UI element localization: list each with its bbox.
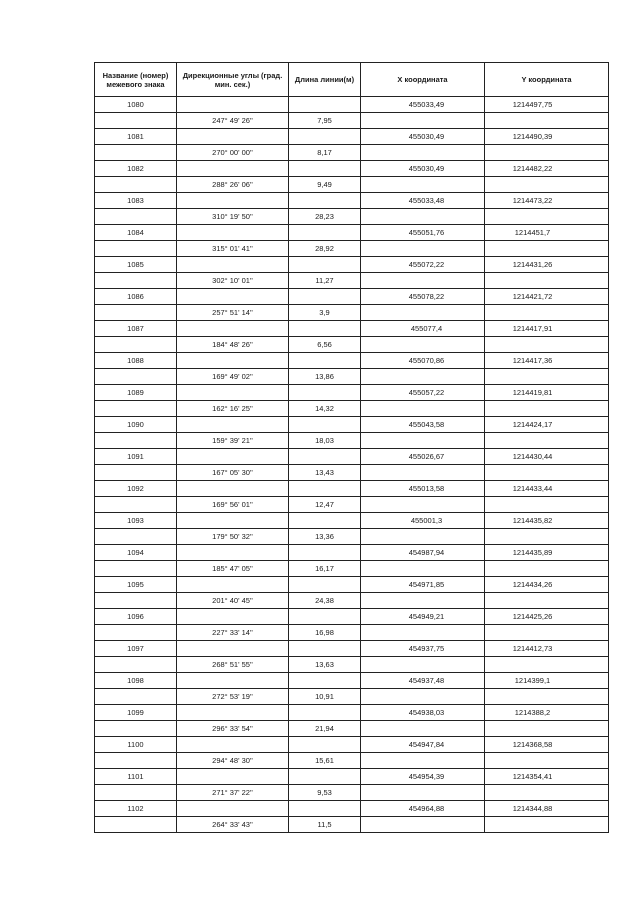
point-row <box>95 417 609 433</box>
angle-cell-empty <box>177 321 289 337</box>
length-cell-empty <box>289 289 361 305</box>
y-cell-empty <box>485 721 609 737</box>
segment-row <box>95 337 609 353</box>
y-coordinate: 1214424,17 <box>485 417 609 433</box>
header-length: Длина линии(м) <box>289 63 361 97</box>
segment-row <box>95 177 609 193</box>
x-cell-empty <box>361 689 485 705</box>
name-cell-empty <box>95 369 177 385</box>
y-cell-empty <box>485 113 609 129</box>
angle-cell-empty <box>177 545 289 561</box>
segment-row <box>95 465 609 481</box>
x-coordinate: 454947,84 <box>361 737 485 753</box>
name-cell-empty <box>95 177 177 193</box>
angle-cell-empty <box>177 257 289 273</box>
directional-angle: 179° 50' 32'' <box>177 529 289 545</box>
y-coordinate: 1214434,26 <box>485 577 609 593</box>
segment-row <box>95 625 609 641</box>
x-coordinate: 455043,58 <box>361 417 485 433</box>
line-length: 9,49 <box>289 177 361 193</box>
angle-cell-empty <box>177 609 289 625</box>
directional-angle: 167° 05' 30'' <box>177 465 289 481</box>
line-length: 18,03 <box>289 433 361 449</box>
x-cell-empty <box>361 497 485 513</box>
point-name: 1088 <box>95 353 177 369</box>
y-coordinate: 1214451,7 <box>485 225 609 241</box>
line-length: 13,63 <box>289 657 361 673</box>
segment-row <box>95 529 609 545</box>
x-coordinate: 455033,49 <box>361 97 485 113</box>
x-coordinate: 455078,22 <box>361 289 485 305</box>
point-name: 1081 <box>95 129 177 145</box>
line-length: 28,23 <box>289 209 361 225</box>
length-cell-empty <box>289 385 361 401</box>
point-row <box>95 513 609 529</box>
y-cell-empty <box>485 337 609 353</box>
line-length: 21,94 <box>289 721 361 737</box>
y-cell-empty <box>485 817 609 833</box>
x-cell-empty <box>361 625 485 641</box>
point-name: 1083 <box>95 193 177 209</box>
name-cell-empty <box>95 561 177 577</box>
directional-angle: 302° 10' 01'' <box>177 273 289 289</box>
point-row <box>95 545 609 561</box>
line-length: 28,92 <box>289 241 361 257</box>
point-name: 1100 <box>95 737 177 753</box>
length-cell-empty <box>289 705 361 721</box>
x-cell-empty <box>361 593 485 609</box>
segment-row <box>95 433 609 449</box>
point-row <box>95 801 609 817</box>
name-cell-empty <box>95 497 177 513</box>
line-length: 16,17 <box>289 561 361 577</box>
x-cell-empty <box>361 369 485 385</box>
y-cell-empty <box>485 657 609 673</box>
point-row <box>95 673 609 689</box>
y-cell-empty <box>485 305 609 321</box>
x-cell-empty <box>361 337 485 353</box>
x-coordinate: 455030,49 <box>361 129 485 145</box>
name-cell-empty <box>95 209 177 225</box>
y-cell-empty <box>485 145 609 161</box>
x-coordinate: 454949,21 <box>361 609 485 625</box>
x-cell-empty <box>361 273 485 289</box>
angle-cell-empty <box>177 129 289 145</box>
name-cell-empty <box>95 305 177 321</box>
header-x: X координата <box>361 63 485 97</box>
x-cell-empty <box>361 113 485 129</box>
length-cell-empty <box>289 801 361 817</box>
segment-row <box>95 497 609 513</box>
y-cell-empty <box>485 497 609 513</box>
directional-angle: 264° 33' 43'' <box>177 817 289 833</box>
line-length: 13,43 <box>289 465 361 481</box>
y-cell-empty <box>485 209 609 225</box>
x-coordinate: 454937,48 <box>361 673 485 689</box>
name-cell-empty <box>95 273 177 289</box>
header-name: Название (номер) межевого знака <box>95 63 177 97</box>
name-cell-empty <box>95 625 177 641</box>
line-length: 15,61 <box>289 753 361 769</box>
segment-row <box>95 561 609 577</box>
name-cell-empty <box>95 433 177 449</box>
length-cell-empty <box>289 609 361 625</box>
point-row <box>95 193 609 209</box>
point-row <box>95 129 609 145</box>
point-name: 1098 <box>95 673 177 689</box>
x-coordinate: 454964,88 <box>361 801 485 817</box>
point-name: 1101 <box>95 769 177 785</box>
length-cell-empty <box>289 449 361 465</box>
angle-cell-empty <box>177 97 289 113</box>
length-cell-empty <box>289 129 361 145</box>
directional-angle: 268° 51' 55'' <box>177 657 289 673</box>
segment-row <box>95 273 609 289</box>
x-coordinate: 455057,22 <box>361 385 485 401</box>
y-cell-empty <box>485 593 609 609</box>
x-cell-empty <box>361 785 485 801</box>
x-coordinate: 454987,94 <box>361 545 485 561</box>
length-cell-empty <box>289 417 361 433</box>
x-coordinate: 455026,67 <box>361 449 485 465</box>
angle-cell-empty <box>177 737 289 753</box>
x-coordinate: 455051,76 <box>361 225 485 241</box>
point-name: 1096 <box>95 609 177 625</box>
point-name: 1102 <box>95 801 177 817</box>
segment-row <box>95 753 609 769</box>
y-cell-empty <box>485 785 609 801</box>
directional-angle: 257° 51' 14'' <box>177 305 289 321</box>
point-row <box>95 353 609 369</box>
name-cell-empty <box>95 529 177 545</box>
table-header-row <box>95 63 609 97</box>
length-cell-empty <box>289 321 361 337</box>
segment-row <box>95 209 609 225</box>
y-coordinate: 1214425,26 <box>485 609 609 625</box>
directional-angle: 310° 19' 50'' <box>177 209 289 225</box>
x-coordinate: 454971,85 <box>361 577 485 593</box>
length-cell-empty <box>289 353 361 369</box>
x-coordinate: 455072,22 <box>361 257 485 273</box>
directional-angle: 315° 01' 41'' <box>177 241 289 257</box>
x-cell-empty <box>361 721 485 737</box>
x-coordinate: 454954,39 <box>361 769 485 785</box>
y-cell-empty <box>485 177 609 193</box>
name-cell-empty <box>95 401 177 417</box>
name-cell-empty <box>95 337 177 353</box>
point-row <box>95 257 609 273</box>
segment-row <box>95 785 609 801</box>
y-coordinate: 1214412,73 <box>485 641 609 657</box>
segment-row <box>95 721 609 737</box>
line-length: 7,95 <box>289 113 361 129</box>
x-cell-empty <box>361 529 485 545</box>
x-cell-empty <box>361 657 485 673</box>
angle-cell-empty <box>177 449 289 465</box>
segment-row <box>95 113 609 129</box>
directional-angle: 169° 49' 02'' <box>177 369 289 385</box>
length-cell-empty <box>289 513 361 529</box>
length-cell-empty <box>289 225 361 241</box>
point-name: 1093 <box>95 513 177 529</box>
y-cell-empty <box>485 753 609 769</box>
name-cell-empty <box>95 145 177 161</box>
point-row <box>95 609 609 625</box>
y-coordinate: 1214354,41 <box>485 769 609 785</box>
x-coordinate: 455013,58 <box>361 481 485 497</box>
x-coordinate: 454937,75 <box>361 641 485 657</box>
header-y: Y координата <box>485 63 609 97</box>
y-coordinate: 1214417,91 <box>485 321 609 337</box>
y-cell-empty <box>485 369 609 385</box>
y-coordinate: 1214388,2 <box>485 705 609 721</box>
length-cell-empty <box>289 97 361 113</box>
segment-row <box>95 689 609 705</box>
point-name: 1099 <box>95 705 177 721</box>
length-cell-empty <box>289 257 361 273</box>
point-name: 1084 <box>95 225 177 241</box>
x-cell-empty <box>361 433 485 449</box>
y-coordinate: 1214431,26 <box>485 257 609 273</box>
length-cell-empty <box>289 577 361 593</box>
name-cell-empty <box>95 689 177 705</box>
y-cell-empty <box>485 625 609 641</box>
name-cell-empty <box>95 817 177 833</box>
x-cell-empty <box>361 753 485 769</box>
directional-angle: 162° 16' 25'' <box>177 401 289 417</box>
name-cell-empty <box>95 465 177 481</box>
angle-cell-empty <box>177 769 289 785</box>
directional-angle: 169° 56' 01'' <box>177 497 289 513</box>
y-coordinate: 1214368,58 <box>485 737 609 753</box>
x-cell-empty <box>361 561 485 577</box>
segment-row <box>95 401 609 417</box>
directional-angle: 294° 48' 30'' <box>177 753 289 769</box>
point-row <box>95 385 609 401</box>
header-angle: Дирекционные углы (град. мин. сек.) <box>177 63 289 97</box>
angle-cell-empty <box>177 705 289 721</box>
angle-cell-empty <box>177 481 289 497</box>
line-length: 16,98 <box>289 625 361 641</box>
angle-cell-empty <box>177 577 289 593</box>
y-coordinate: 1214473,22 <box>485 193 609 209</box>
x-coordinate: 455001,3 <box>361 513 485 529</box>
name-cell-empty <box>95 785 177 801</box>
y-coordinate: 1214433,44 <box>485 481 609 497</box>
y-cell-empty <box>485 241 609 257</box>
x-cell-empty <box>361 145 485 161</box>
point-name: 1082 <box>95 161 177 177</box>
directional-angle: 296° 33' 54'' <box>177 721 289 737</box>
x-coordinate: 455077,4 <box>361 321 485 337</box>
x-cell-empty <box>361 465 485 481</box>
angle-cell-empty <box>177 641 289 657</box>
length-cell-empty <box>289 673 361 689</box>
y-coordinate: 1214419,81 <box>485 385 609 401</box>
line-length: 3,9 <box>289 305 361 321</box>
line-length: 11,27 <box>289 273 361 289</box>
line-length: 13,36 <box>289 529 361 545</box>
point-name: 1087 <box>95 321 177 337</box>
name-cell-empty <box>95 593 177 609</box>
length-cell-empty <box>289 737 361 753</box>
table-body <box>95 97 609 833</box>
segment-row <box>95 145 609 161</box>
segment-row <box>95 593 609 609</box>
y-coordinate: 1214344,88 <box>485 801 609 817</box>
angle-cell-empty <box>177 513 289 529</box>
angle-cell-empty <box>177 417 289 433</box>
directional-angle: 201° 40' 45'' <box>177 593 289 609</box>
line-length: 9,53 <box>289 785 361 801</box>
length-cell-empty <box>289 193 361 209</box>
angle-cell-empty <box>177 225 289 241</box>
point-name: 1089 <box>95 385 177 401</box>
point-row <box>95 769 609 785</box>
length-cell-empty <box>289 545 361 561</box>
point-row <box>95 225 609 241</box>
directional-angle: 247° 49' 26'' <box>177 113 289 129</box>
point-name: 1080 <box>95 97 177 113</box>
directional-angle: 272° 53' 19'' <box>177 689 289 705</box>
y-cell-empty <box>485 433 609 449</box>
x-cell-empty <box>361 209 485 225</box>
directional-angle: 270° 00' 00'' <box>177 145 289 161</box>
y-cell-empty <box>485 529 609 545</box>
point-row <box>95 449 609 465</box>
directional-angle: 185° 47' 05'' <box>177 561 289 577</box>
name-cell-empty <box>95 721 177 737</box>
x-cell-empty <box>361 177 485 193</box>
line-length: 14,32 <box>289 401 361 417</box>
y-coordinate: 1214490,39 <box>485 129 609 145</box>
point-name: 1092 <box>95 481 177 497</box>
y-cell-empty <box>485 273 609 289</box>
point-row <box>95 321 609 337</box>
angle-cell-empty <box>177 673 289 689</box>
angle-cell-empty <box>177 193 289 209</box>
y-coordinate: 1214430,44 <box>485 449 609 465</box>
directional-angle: 227° 33' 14'' <box>177 625 289 641</box>
segment-row <box>95 241 609 257</box>
line-length: 6,56 <box>289 337 361 353</box>
x-coordinate: 455033,48 <box>361 193 485 209</box>
x-cell-empty <box>361 305 485 321</box>
point-row <box>95 577 609 593</box>
x-coordinate: 454938,03 <box>361 705 485 721</box>
x-cell-empty <box>361 401 485 417</box>
y-coordinate: 1214435,82 <box>485 513 609 529</box>
segment-row <box>95 817 609 833</box>
length-cell-empty <box>289 641 361 657</box>
y-coordinate: 1214399,1 <box>485 673 609 689</box>
name-cell-empty <box>95 241 177 257</box>
y-coordinate: 1214497,75 <box>485 97 609 113</box>
line-length: 24,38 <box>289 593 361 609</box>
point-row <box>95 481 609 497</box>
y-cell-empty <box>485 401 609 417</box>
point-name: 1085 <box>95 257 177 273</box>
x-cell-empty <box>361 241 485 257</box>
line-length: 12,47 <box>289 497 361 513</box>
line-length: 8,17 <box>289 145 361 161</box>
x-cell-empty <box>361 817 485 833</box>
angle-cell-empty <box>177 161 289 177</box>
length-cell-empty <box>289 161 361 177</box>
segment-row <box>95 657 609 673</box>
point-row <box>95 161 609 177</box>
directional-angle: 271° 37' 22'' <box>177 785 289 801</box>
point-row <box>95 737 609 753</box>
segment-row <box>95 305 609 321</box>
angle-cell-empty <box>177 289 289 305</box>
line-length: 11,5 <box>289 817 361 833</box>
x-coordinate: 455070,86 <box>361 353 485 369</box>
point-name: 1095 <box>95 577 177 593</box>
x-coordinate: 455030,49 <box>361 161 485 177</box>
name-cell-empty <box>95 753 177 769</box>
angle-cell-empty <box>177 385 289 401</box>
point-name: 1091 <box>95 449 177 465</box>
directional-angle: 159° 39' 21'' <box>177 433 289 449</box>
y-cell-empty <box>485 689 609 705</box>
point-name: 1094 <box>95 545 177 561</box>
point-row <box>95 641 609 657</box>
name-cell-empty <box>95 657 177 673</box>
y-cell-empty <box>485 465 609 481</box>
point-name: 1090 <box>95 417 177 433</box>
y-coordinate: 1214482,22 <box>485 161 609 177</box>
line-length: 13,86 <box>289 369 361 385</box>
length-cell-empty <box>289 481 361 497</box>
point-name: 1086 <box>95 289 177 305</box>
y-coordinate: 1214421,72 <box>485 289 609 305</box>
point-row <box>95 97 609 113</box>
point-row <box>95 289 609 305</box>
point-row <box>95 705 609 721</box>
point-name: 1097 <box>95 641 177 657</box>
line-length: 10,91 <box>289 689 361 705</box>
coordinates-table <box>94 62 609 833</box>
y-coordinate: 1214435,89 <box>485 545 609 561</box>
directional-angle: 288° 26' 06'' <box>177 177 289 193</box>
segment-row <box>95 369 609 385</box>
directional-angle: 184° 48' 26'' <box>177 337 289 353</box>
length-cell-empty <box>289 769 361 785</box>
y-coordinate: 1214417,36 <box>485 353 609 369</box>
y-cell-empty <box>485 561 609 577</box>
angle-cell-empty <box>177 353 289 369</box>
angle-cell-empty <box>177 801 289 817</box>
name-cell-empty <box>95 113 177 129</box>
